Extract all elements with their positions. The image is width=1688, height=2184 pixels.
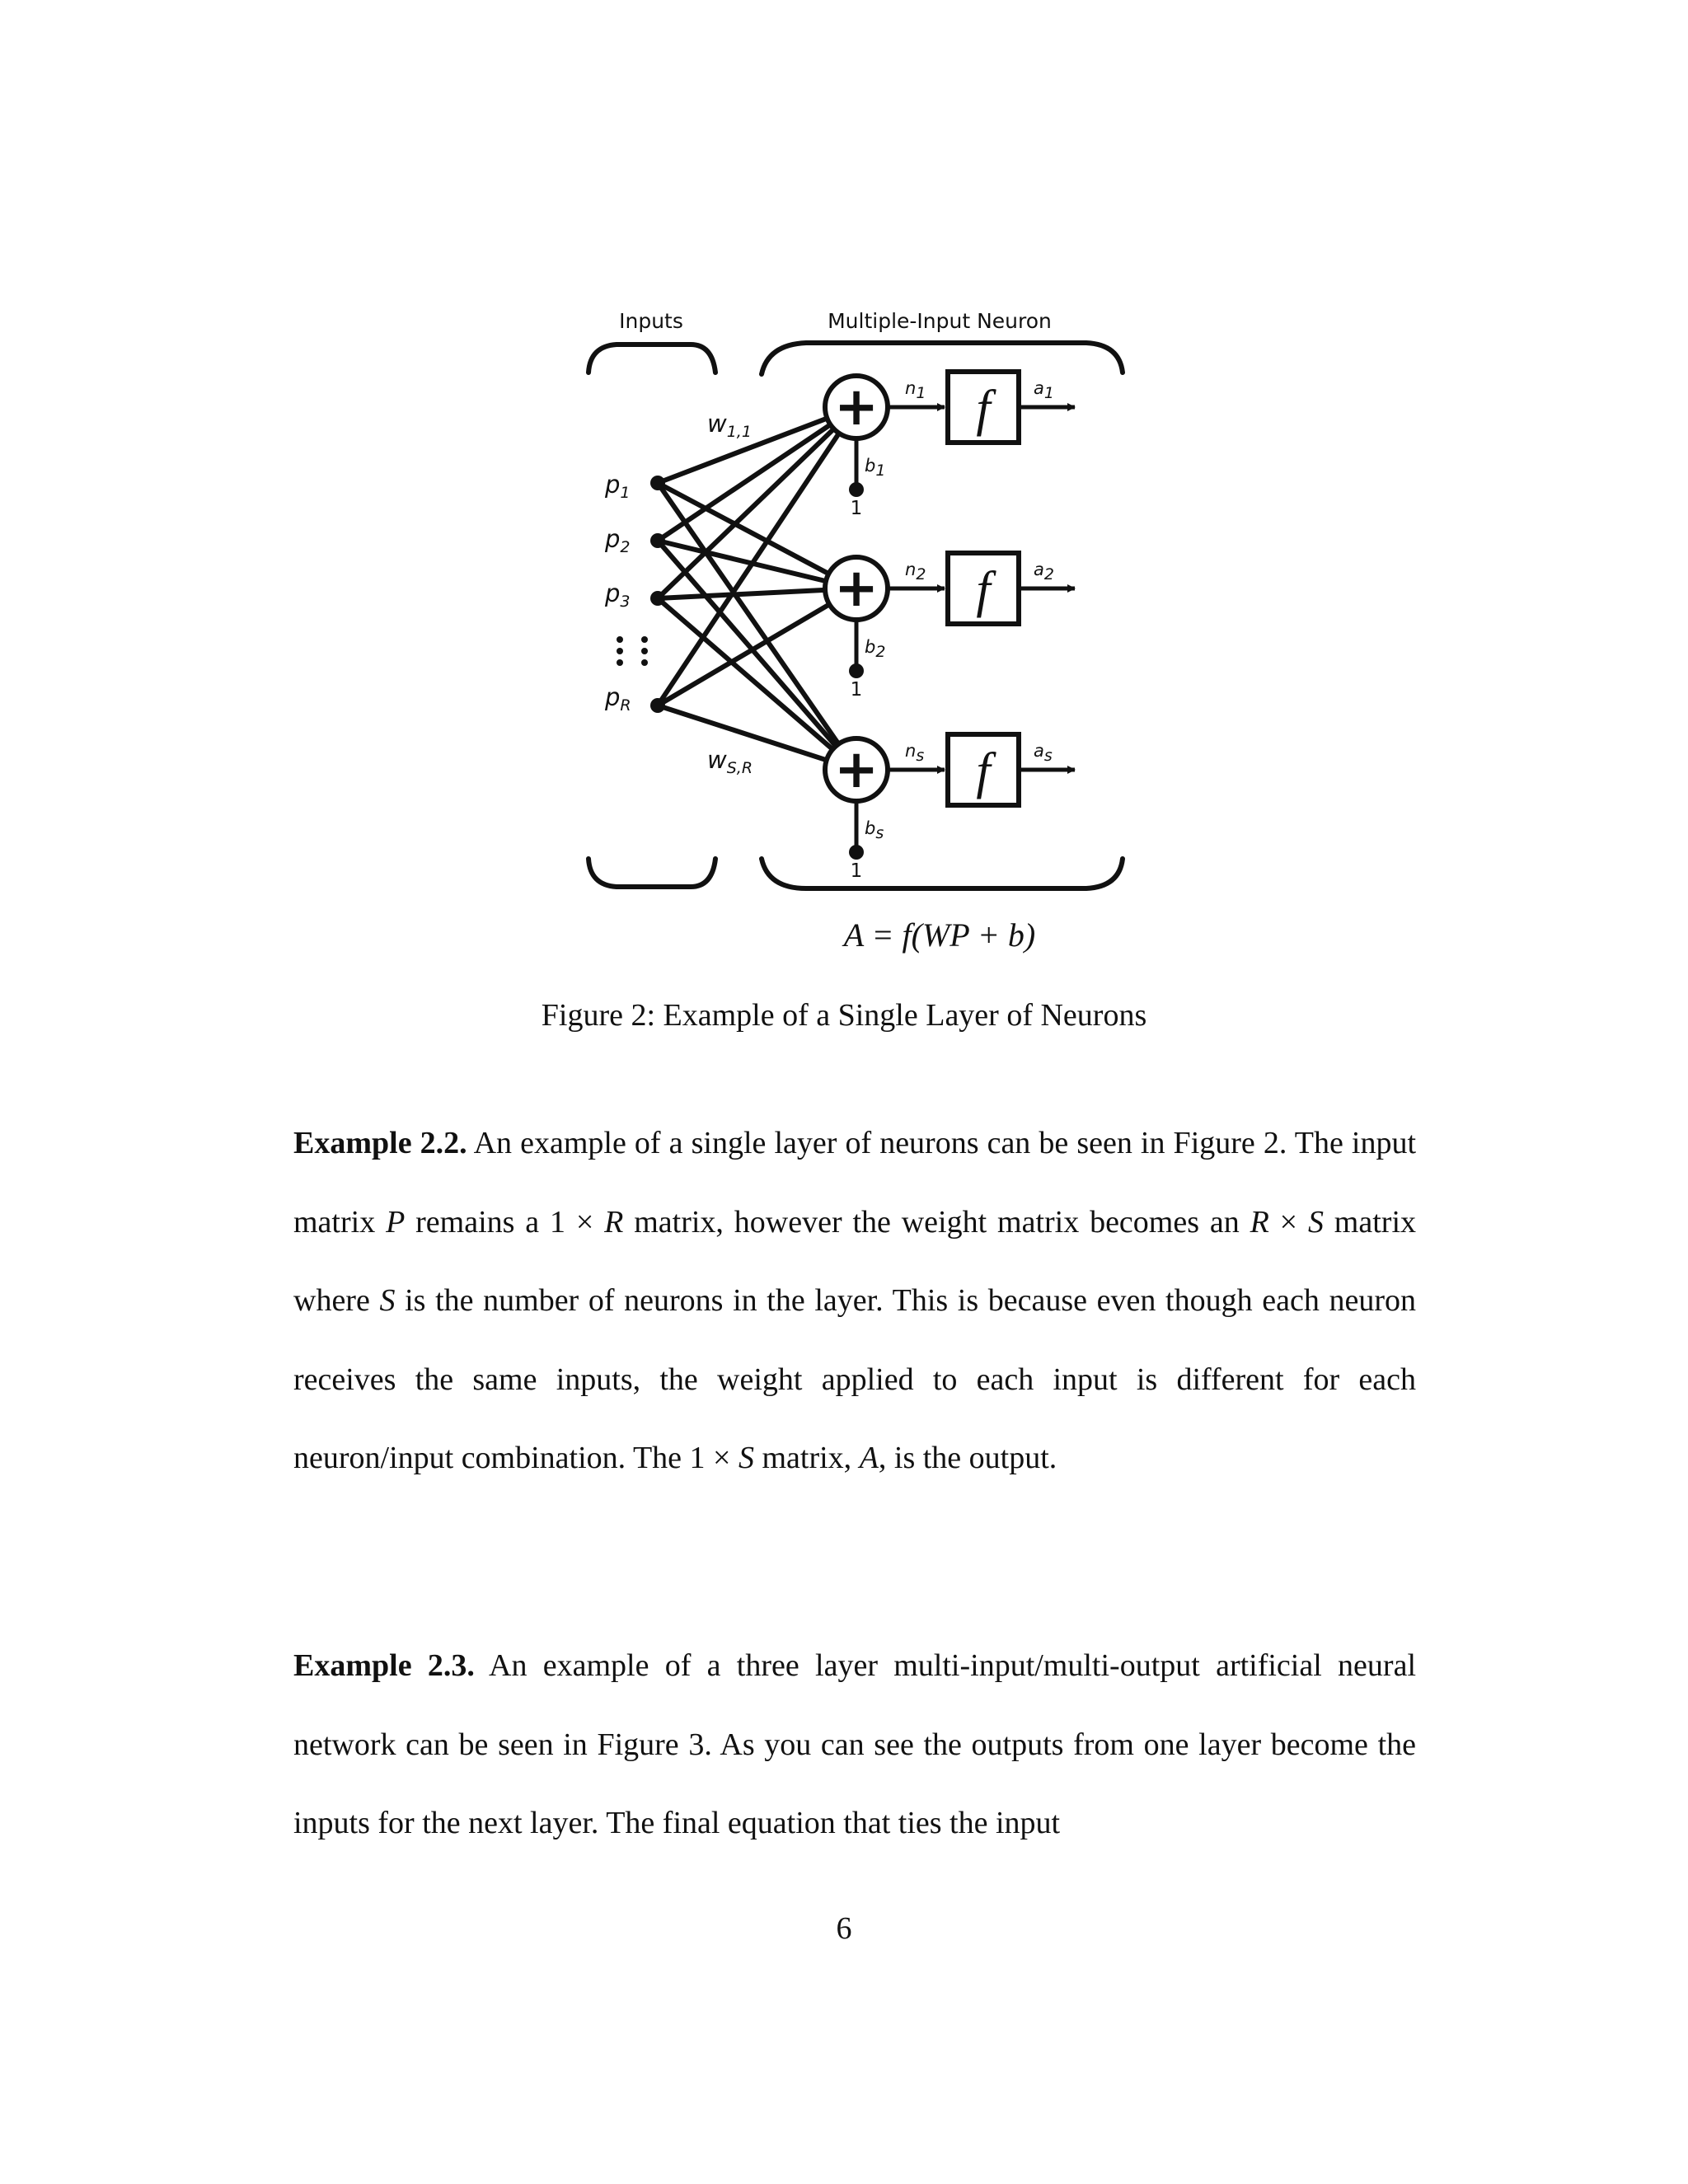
inputs-header: Inputs (619, 309, 683, 333)
bias-input-one: 1 (850, 679, 863, 701)
neuron-row (825, 372, 1075, 519)
neuron-row (825, 734, 1075, 882)
neuron-header: Multiple-Input Neuron (828, 309, 1052, 333)
input-label-p3: $p_3$ (605, 579, 631, 611)
neuron-bottom-bracket (762, 859, 1123, 888)
bias-node (849, 845, 864, 860)
transfer-function-label: f (976, 381, 991, 437)
output-label: as (1034, 741, 1053, 765)
bias-label: bs (865, 818, 884, 842)
input-node (650, 533, 665, 548)
example-2-2-label: Example 2.2. (293, 1126, 467, 1160)
bias-node (849, 482, 864, 497)
input-node (650, 698, 665, 713)
bias-label: b1 (865, 456, 886, 480)
summation-symbol: + (834, 377, 879, 438)
net-input-label: n2 (905, 560, 926, 583)
example-2-2-paragraph: Example 2.2. An example of a single layer of neurons can be seen in Figure 2. The input matrix P remains a 1 × R matrix, however the weight matrix becomes an R × S matrix where S is the number of neurons in the layer. This is because even though each neuron receives the same inputs, the weight applied to each input is different for each neuron/input combination. The 1 × S matrix, A, is the output. (293, 1126, 1417, 1475)
output-label: a1 (1034, 378, 1054, 402)
figure-caption: Figure 2: Example of a Single Layer of Neurons (541, 998, 1147, 1033)
transfer-function-label: f (976, 743, 991, 799)
example-2-3-label: Example 2.3. (293, 1648, 475, 1683)
input-label-pR: $p_R$ (605, 683, 631, 715)
input-label-p1: $p_1$ (605, 471, 631, 502)
weight-connections (658, 419, 839, 761)
net-input-label: n1 (905, 378, 926, 402)
inputs-bottom-bracket (588, 859, 715, 887)
bias-input-one: 1 (850, 498, 863, 519)
transfer-function-label: f (976, 562, 991, 618)
summation-symbol: + (834, 739, 879, 800)
neuron-layer-diagram (0, 0, 1688, 989)
weight-label-first: $w_{1,1}$ (707, 410, 752, 441)
input-node (650, 591, 665, 606)
example-2-3-paragraph: Example 2.3. An example of a three layer multi-input/multi-output artificial neural network can be seen in Figure 3. As you can see the outputs from one layer become the inputs for the next layer. The final equation that ties the input (293, 1648, 1416, 1840)
summation-symbol: + (834, 558, 879, 619)
bias-label: b2 (865, 637, 886, 661)
weight-connection-line (658, 590, 825, 598)
bias-node (849, 663, 864, 678)
neuron-top-bracket (762, 343, 1123, 374)
input-label-p2: $p_2$ (605, 525, 631, 556)
weight-connection-line (658, 705, 827, 760)
input-node (650, 476, 665, 490)
weight-connection-line (658, 598, 832, 749)
weight-label-last: $w_{S,R}$ (707, 746, 753, 777)
page-number: 6 (836, 1911, 852, 1946)
output-label: a2 (1034, 560, 1054, 583)
input-ellipsis (617, 636, 648, 666)
inputs-top-bracket (588, 344, 715, 373)
net-input-label: ns (905, 741, 925, 765)
bias-input-one: 1 (850, 860, 863, 882)
layer-equation: A = f(WP + b) (843, 916, 1036, 954)
neuron-row (825, 553, 1075, 701)
